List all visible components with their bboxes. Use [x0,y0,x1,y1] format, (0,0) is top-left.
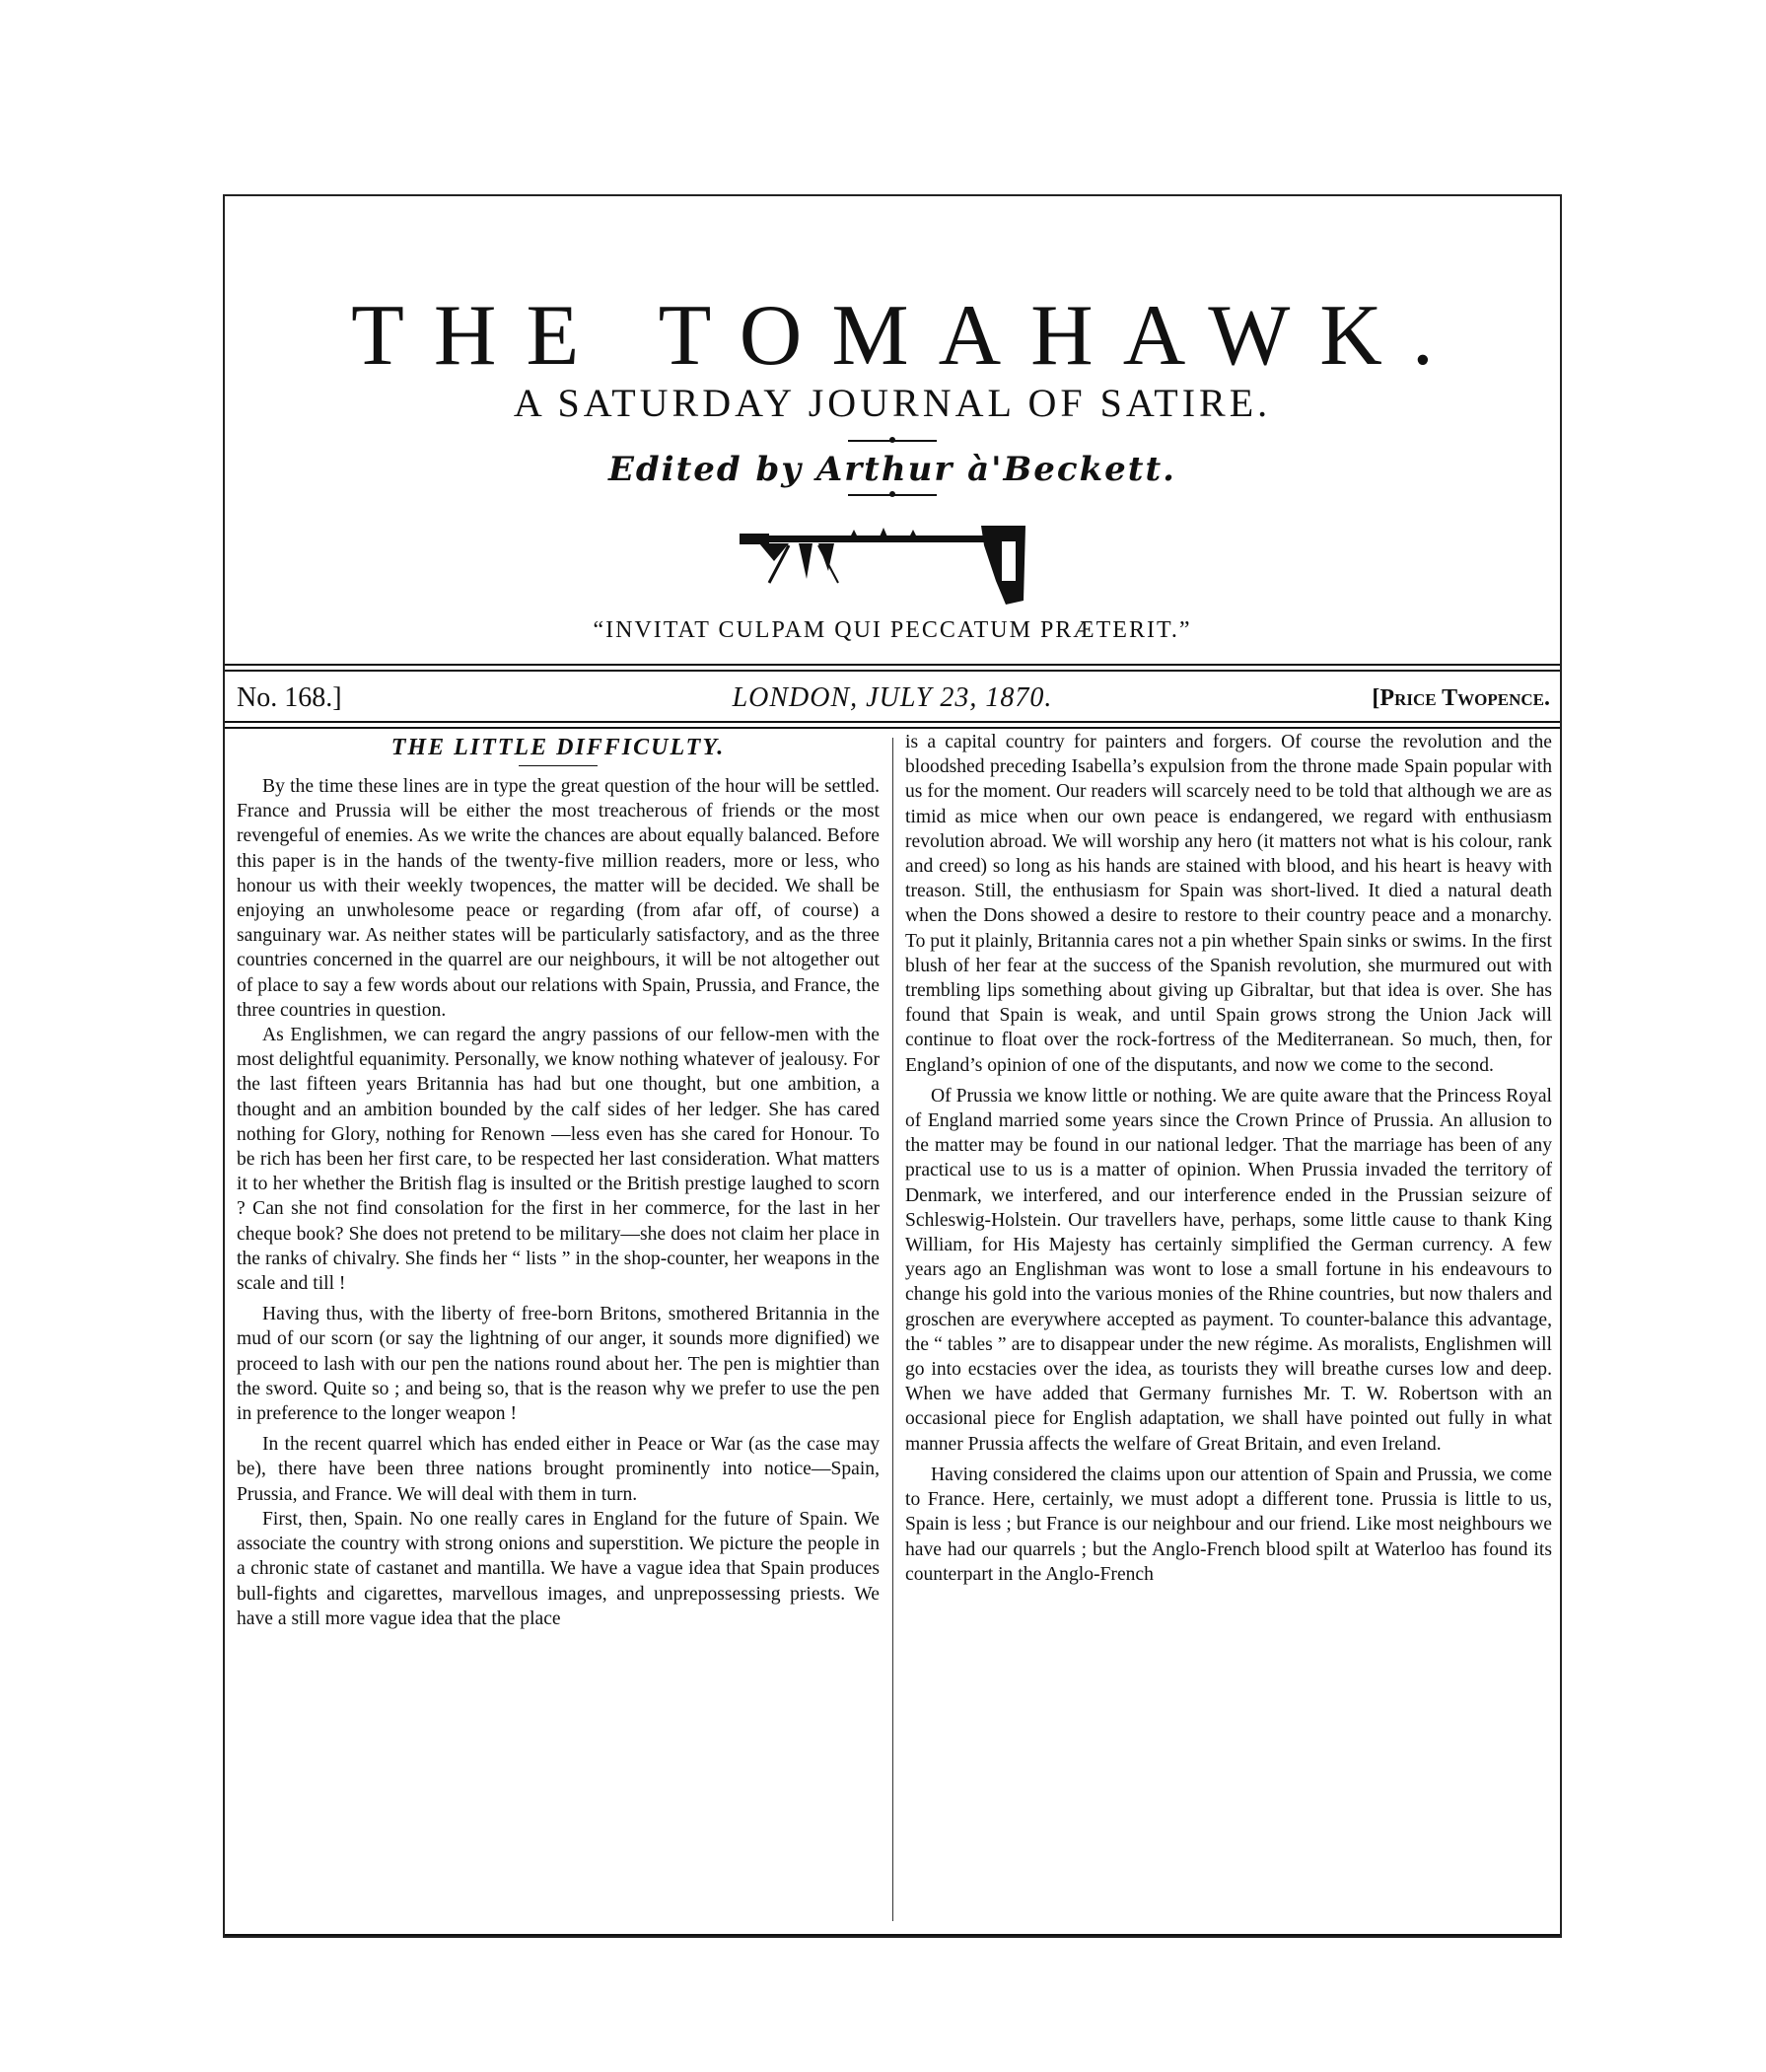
heading-rule [519,765,598,766]
bottom-rule [225,1934,1560,1936]
right-column [905,730,1552,1928]
dateline-rule [225,721,1560,729]
paragraph: By the time these lines are in type the great question of the hour will be settled. France and Prussia will be either the most treacherous of friends or the most revengeful of enemies. As we write the chances are about equally balanced. Before this paper is in the hands of the twenty-five million readers, more or less, who honour us with their weekly twopences, the matter will be decided. We shall be enjoying an unwholesome peace or regarding (from afar off, of course) a sanguinary war. As neither states will be particularly satisfactory, and as the three countries concerned in the quarrel are our neighbours, it will be not altogether out of place to say a few words about our relations with Spain, Prussia, and France, the three countries in question. [237,776,880,1021]
ornament-rule-top [848,440,937,442]
paragraph: is a capital country for painters and forgers. Of course the revolution and the bloodshed preceding Isabella’s expulsion from the throne made Spain popular with us for the moment. Our readers will scarcely need to be told that although we are as timid as mice when our own peace is endangered, we regard with enthusiasm revolution abroad. We will worship any hero (it matters not what is his colour, rank and creed) so long as his hands are stained with blood, and his heart is heavy with treason. Still, the enthusiasm for Spain was short-lived. It died a natural death when the Dons showed a desire to restore to their country peace and a monarchy. To put it plainly, Britannia cares not a pin whether Spain sinks or swims. In the first blush of her fear at the success of the Spanish revolution, she murmured out with trembling lips something about giving up Gibraltar, but that idea is over. She has found that Spain is weak, and until Spain grows strong the Union Jack will continue to float over the rock-fortress of the Mediterranean. So much, then, for England’s opinion of one of the disputants, and now we come to the second. [905,732,1552,1076]
issue-number: No. 168.] [237,682,342,713]
ornament-rule-bottom [848,494,937,496]
masthead [225,196,1560,666]
paragraph: As Englishmen, we can regard the angry passions of our fellow-men with the most delightful equanimity. Personally, we know nothing whatever of jealousy. For the last fifteen years Britannia has had but one thought, but one ambition, a thought and an ambition bounded by the calf sides of her ledger. She has cared nothing for Glory, nothing for Renown —less even has she cared for Honour. To be rich has been her first care, to be respected her last consideration. What matters it to her whether the British flag is insulted or the British prestige laughed to scorn ? Can she not find consolation for the first in her commerce, for the last in her cheque book? She does not pretend to be military—she does not claim her place in the ranks of chivalry. She finds her “ lists ” in the shop-counter, her weapons in the scale and till ! [237,1025,880,1295]
motto: “INVITAT CULPAM QUI PECCATUM PRÆTERIT.” [593,617,1192,643]
paragraph: Having considered the claims upon our attention of Spain and Prussia, we come to France. Here, certainly, we must adopt a different tone. Prussia is little to us, Spain is less ; but France is our neighbour and our friend. Like most neighbours we have had our quarrels ; but the Anglo-French blood spilt at Waterloo has found its counterpart in the Anglo-French [905,1464,1552,1585]
column-divider [892,738,893,1921]
paragraph: In the recent quarrel which has ended either in Peace or War (as the case may be), there have been three nations brought prominently into notice—Spain, Prussia, and France. We will deal with them in turn. [237,1434,880,1505]
left-column [237,730,880,1928]
paragraph: Of Prussia we know little or nothing. We are quite aware that the Princess Royal of England married some years since the Crown Prince of Prussia. An allusion to the matter may be found in our national ledger. That the marriage has been of any practical use to us is a matter of opinion. When Prussia invaded the territory of Denmark, we interfered, and our interference ended in the Prussian seizure of Schleswig-Holstein. Our travellers have, perhaps, some little cause to thank King William, for His Majesty has certainly simplified the German currency. A few years ago an Englishman was wont to lose a small fortune in his endeavours to change his gold into the various monies of the Rhine countries, but now thalers and groschen are everywhere accepted as payment. To counter-balance this advantage, the “ tables ” are to disappear under the new régime. As moralists, Englishmen will go into ecstacies over the idea, as tourists they will breathe curses low and deep. When we have added that Germany furnishes Mr. T. W. Robertson with an occasional piece for English adaptation, we shall have pointed out fully in what manner Prussia affects the welfare of Great Britain, and even Ireland. [905,1085,1552,1455]
masthead-rule [225,664,1560,672]
tomahawk-icon [730,522,1055,610]
article-columns [225,730,1560,1928]
place-date: LONDON, JULY 23, 1870. [732,682,1053,713]
article-heading: THE LITTLE DIFFICULTY. [390,735,726,760]
price: [Price Twopence. [1372,685,1550,711]
paragraph: Having thus, with the liberty of free-born Britons, smothered Britannia in the mud of our scorn (or say the lightning of our anger, it sounds more dignified) we proceed to lash with our pen the nations round about her. The pen is mightier than the sword. Quite so ; and being so, that is the reason why we prefer to use the pen in preference to the longer weapon ! [237,1304,880,1425]
page-frame [223,194,1562,1938]
dateline [225,677,1560,720]
editor-line: Edited by Arthur à'Beckett. [607,450,1177,489]
journal-title: THE TOMAHAWK. [351,288,1463,384]
paragraph: First, then, Spain. No one really cares in England for the future of Spain. We associate the country with strong onions and superstition. We picture the people in a chronic state of castanet and mantilla. We have a vague idea that Spain produces bull-fights and cigarettes, marvellous images, and unprepossessing priests. We have a still more vague idea that the place [237,1508,880,1629]
journal-subtitle: A SATURDAY JOURNAL OF SATIRE. [513,381,1272,425]
